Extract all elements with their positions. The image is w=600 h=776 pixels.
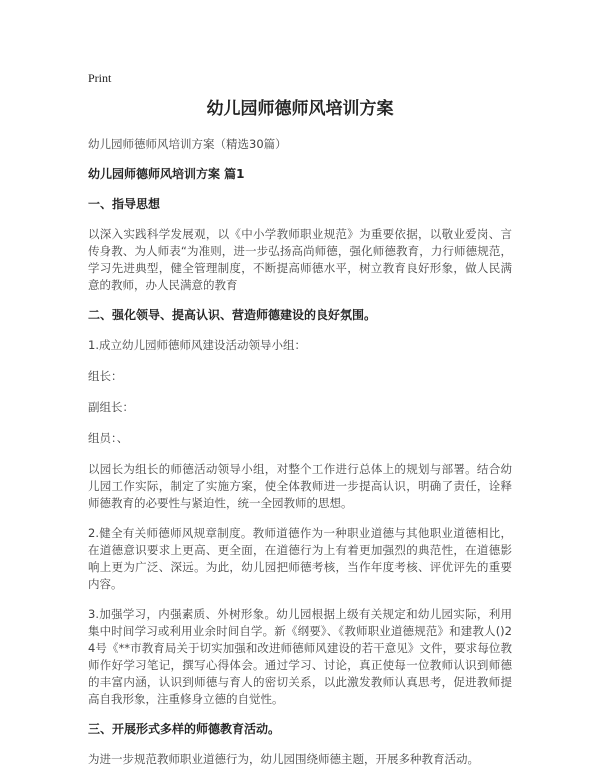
section-2-paragraph-1: 以园长为组长的师德活动领导小组，对整个工作进行总体上的规划与部署。结合幼儿园工作实际，制定了实施方案，使全体教师进一步提高认识，明确了责任，诠释师德教育的必要性与紧迫性，统一全园教师的思想。 (88, 462, 512, 510)
leader-line: 组长： (88, 369, 123, 383)
vice-leader-line: 副组长： (88, 400, 134, 414)
section-1-heading: 一、指导思想 (88, 197, 161, 211)
section-2-item-1: 1.成立幼儿园师德师风建设活动领导小组： (88, 338, 306, 352)
section-2-paragraph-3: 3.加强学习，内强素质、外树形象。幼儿园根据上级有关规定和幼儿园实际，利用集中时间学习或利用业余时间自学。新《纲要》、《教师职业道德规范》和建教人()24号《**市教育局关于切实加强和改进师德师风建设的若干意见》文件，要求每位教师作好学习笔记，撰写心得体会。通过学习、讨论，真正使每一位教师认识到师德的丰富内涵，认识到师德与育人的密切关系，以此激发教师认真思考，促进教师提高自我形象，注重修身立德的自觉性。 (88, 607, 512, 706)
article-heading: 幼儿园师德师风培训方案 篇1 (88, 167, 245, 181)
section-3-paragraph: 为进一步规范教师职业道德行为，幼儿园围绕师德主题，开展多种教育活动。 (88, 752, 479, 766)
section-1-paragraph: 以深入实践科学发展观，以《中小学教师职业规范》为重要依据，以敬业爱岗、言传身教、为人师表“为准则，进一步弘扬高尚师德，强化师德教育，力行师德规范，学习先进典型，健全管理制度，不断提高师德水平，树立教育良好形象，做人民满意的教师，办人民满意的教育 (88, 227, 512, 292)
section-2-heading: 二、强化领导、提高认识、营造师德建设的良好氛围。 (88, 308, 377, 322)
section-3-heading: 三、开展形式多样的师德教育活动。 (88, 722, 281, 736)
document-subtitle: 幼儿园师德师风培训方案（精选30篇） (88, 137, 287, 151)
page-title: 幼儿园师德师风培训方案 (206, 99, 394, 119)
section-2-paragraph-2: 2.健全有关师德师风规章制度。教师道德作为一种职业道德与其他职业道德相比，在道德意识要求上更高、更全面，在道德行为上有着更加强烈的典范性，在道德影响上更为广泛、深远。为此，幼儿园把师德考核，当作年度考核、评优评先的重要内容。 (88, 526, 512, 591)
print-link[interactable]: Print (88, 71, 112, 85)
members-line: 组员：、 (88, 431, 129, 445)
